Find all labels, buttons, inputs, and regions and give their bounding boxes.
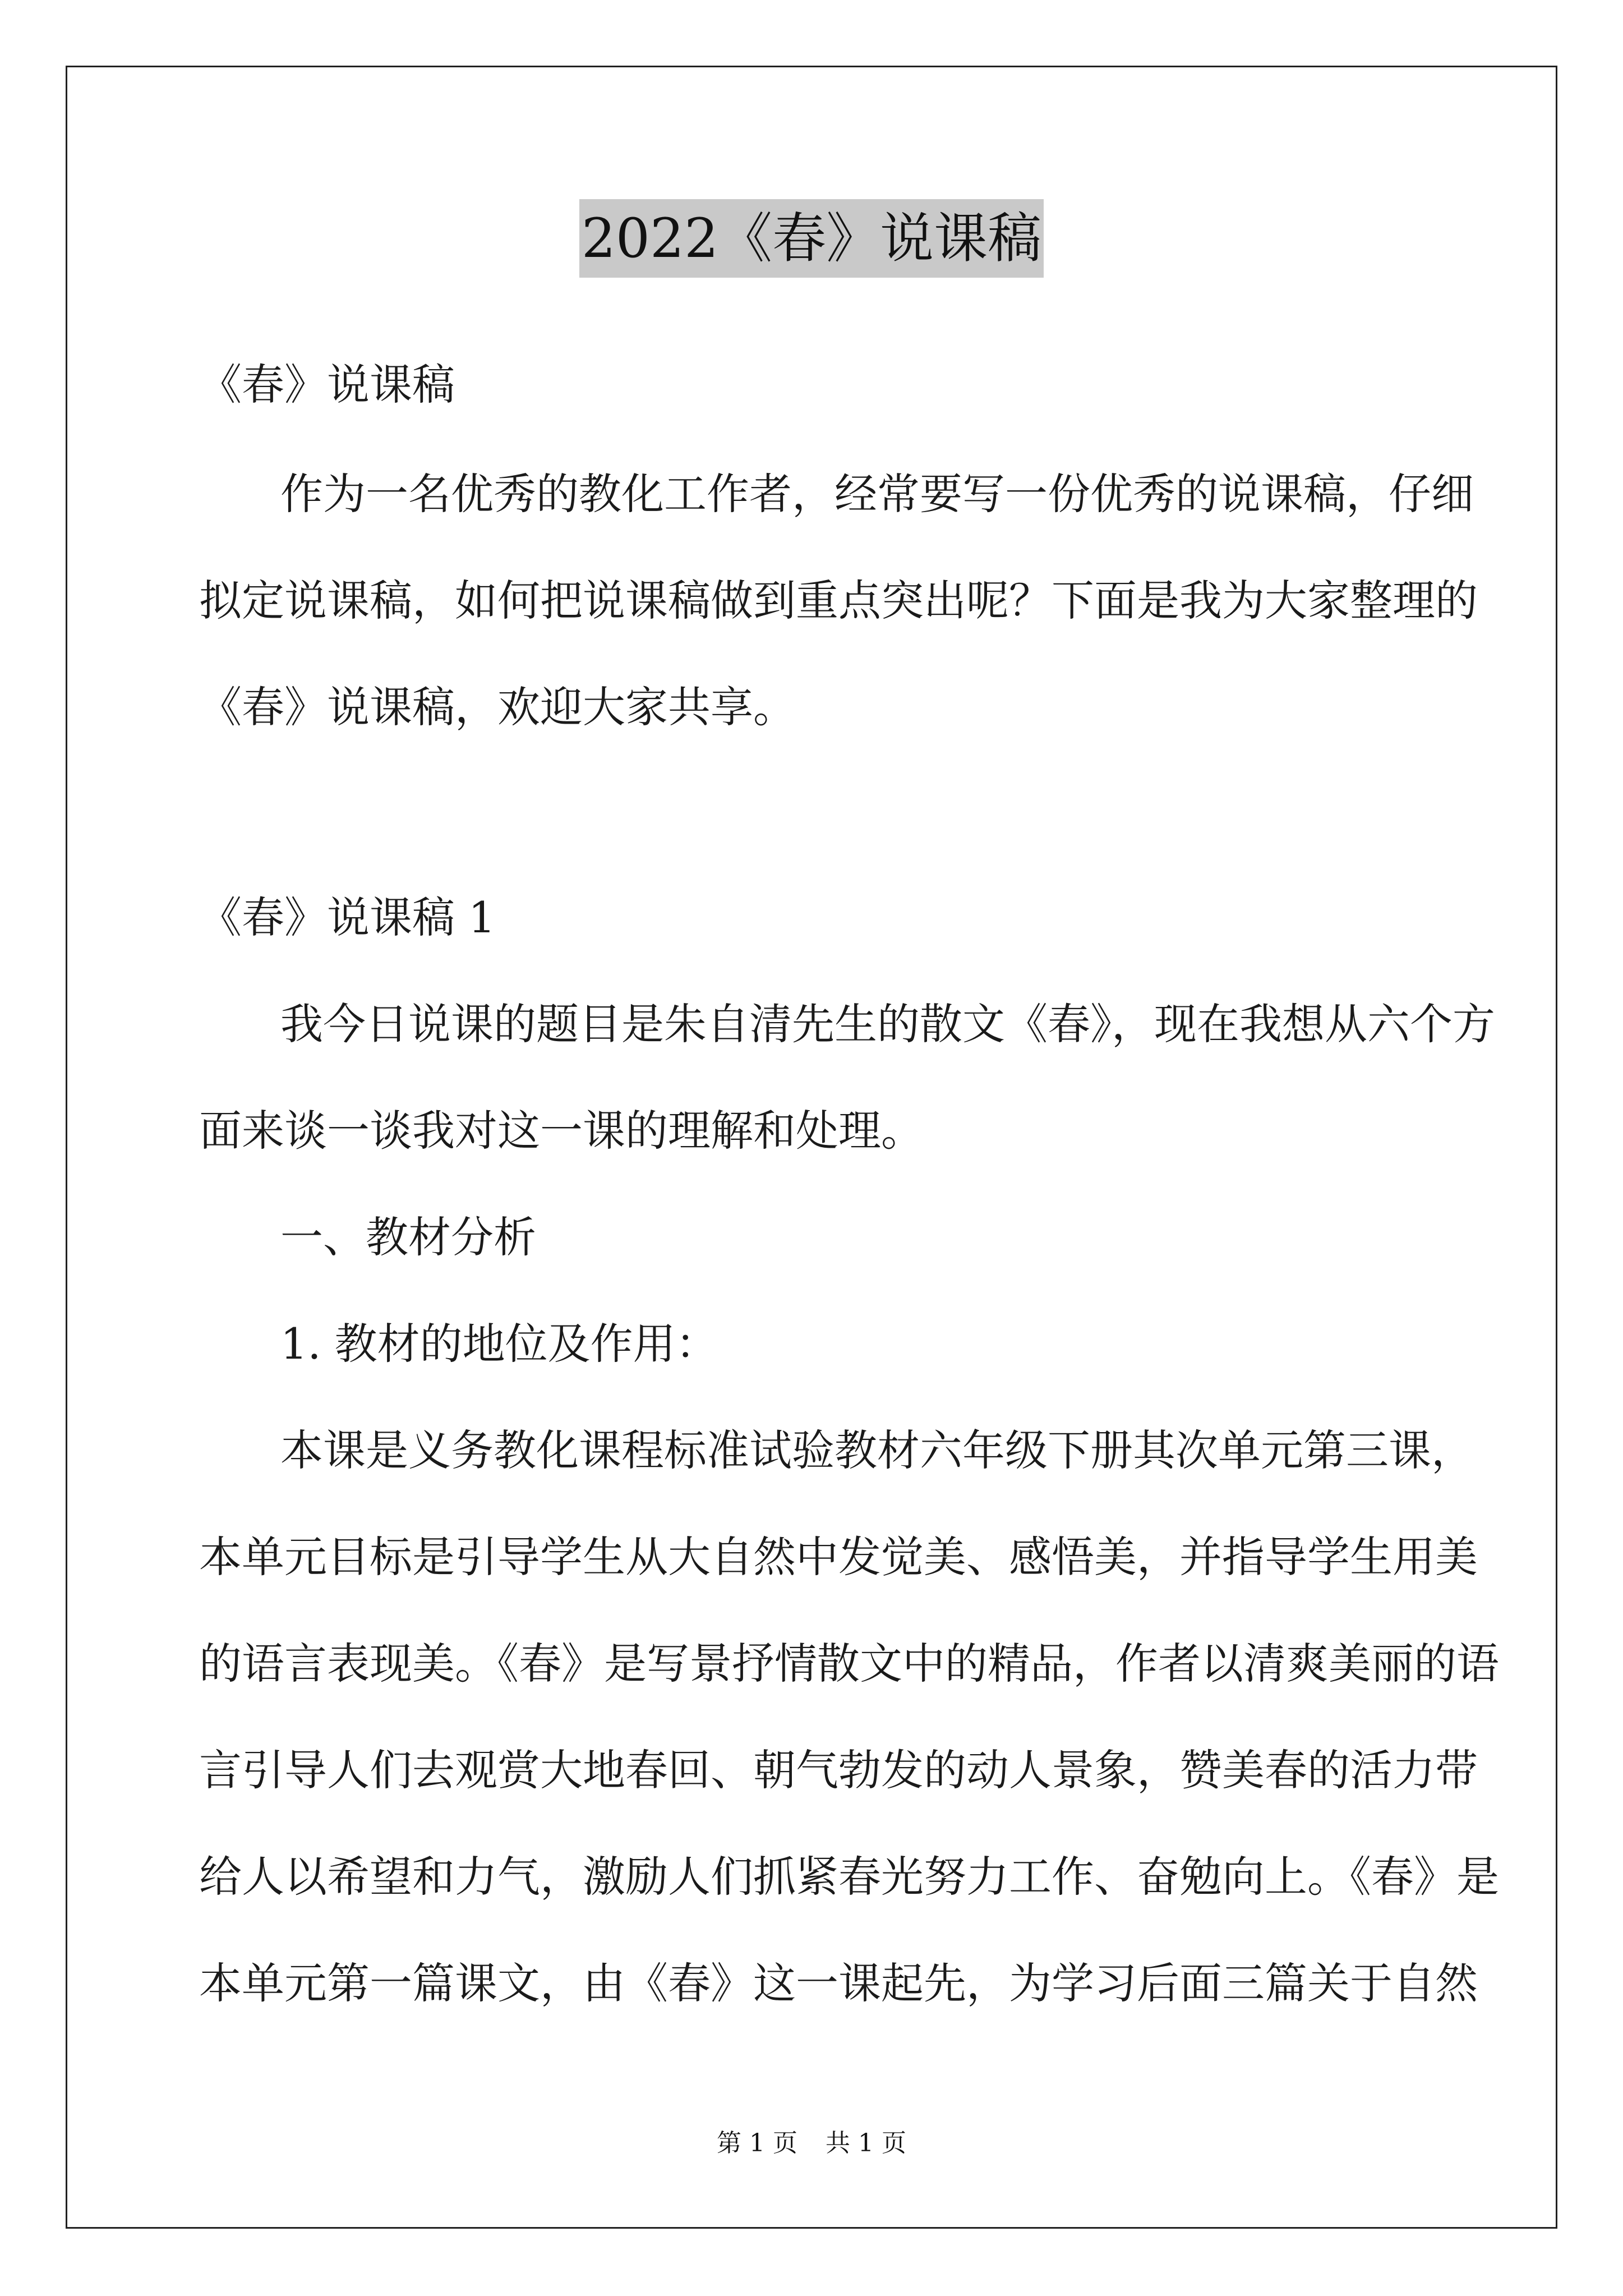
paragraph-line: 本单元第一篇课文，由《春》这一课起先，为学习后面三篇关于自然 — [199, 1958, 1478, 2008]
section-heading: 《春》说课稿 — [199, 360, 455, 409]
paragraph-line: 本课是义务教化课程标准试验教材六年级下册其次单元第三课， — [280, 1425, 1474, 1475]
subsection-heading: 1. 教材的地位及作用： — [280, 1319, 718, 1369]
paragraph-line: 的语言表现美。《春》是写景抒情散文中的精品，作者以清爽美丽的语 — [199, 1639, 1499, 1688]
document-title: 2022《春》说课稿 — [579, 199, 1044, 278]
page-total: 共 1 页 — [826, 2129, 906, 2157]
paragraph-line: 《春》说课稿，欢迎大家共享。 — [199, 682, 796, 732]
paragraph-line: 面来谈一谈我对这一课的理解和处理。 — [199, 1106, 924, 1156]
paragraph-line: 言引导人们去观赏大地春回、朝气勃发的动人景象，赞美春的活力带 — [199, 1745, 1478, 1795]
page-footer — [0, 2123, 1623, 2159]
paragraph-line: 作为一名优秀的教化工作者，经常要写一份优秀的说课稿，仔细 — [280, 469, 1474, 519]
paragraph-line: 拟定说课稿，如何把说课稿做到重点突出呢？下面是我为大家整理的 — [199, 576, 1478, 625]
paragraph-line: 我今日说课的题目是朱自清先生的散文《春》，现在我想从六个方 — [280, 999, 1495, 1049]
subsection-heading: 一、教材分析 — [280, 1212, 536, 1262]
section-heading: 《春》说课稿 1 — [199, 892, 496, 942]
paragraph-line: 本单元目标是引导学生从大自然中发觉美、感悟美，并指导学生用美 — [199, 1532, 1478, 1582]
paragraph-line: 给人以希望和力气，激励人们抓紧春光努力工作、奋勉向上。《春》是 — [199, 1852, 1499, 1902]
page-number: 第 1 页 — [717, 2129, 797, 2157]
title-container — [0, 199, 1623, 278]
